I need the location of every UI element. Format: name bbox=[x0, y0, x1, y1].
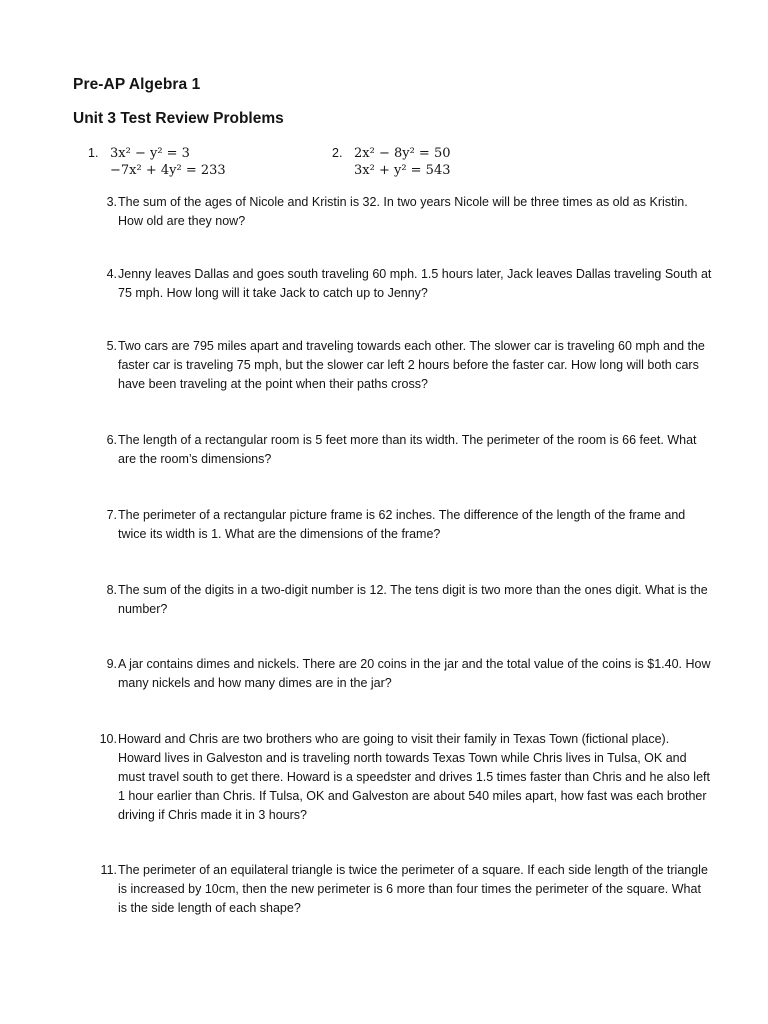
problem-number: 11. bbox=[100, 863, 117, 877]
unit-title: Unit 3 Test Review Problems bbox=[73, 110, 284, 127]
equation-1: 2x² − 8y² = 50 bbox=[354, 146, 451, 161]
problem-text: Howard and Chris are two brothers who are going to visit their family in Texas Town (fictional place). Howard lives in Galveston and is traveling north towards Texas Town while Chris lives in Tulsa, OK and must travel south to get there. Howard is a speedster and drives 1.5 times faster than Chris and he also left 1 hour earlier than Chris. If Tulsa, OK and Galveston are about 540 miles apart, how fast was each brother driving if Chris made it in 3 hours? bbox=[118, 732, 710, 822]
problem-text: A jar contains dimes and nickels. There are 20 coins in the jar and the total value of the coins is $1.40. How many nickels and how many dimes are in the jar? bbox=[118, 657, 711, 690]
problem-number: 1. bbox=[88, 146, 99, 160]
problem-number: 8. bbox=[106, 583, 117, 597]
system-problem-2 bbox=[332, 145, 532, 179]
problem-number: 10. bbox=[99, 732, 117, 746]
problem-text: The perimeter of a rectangular picture frame is 62 inches. The difference of the length of the frame and twice its width is 1. What are the dimensions of the frame? bbox=[118, 508, 686, 541]
problem-text: The length of a rectangular room is 5 feet more than its width. The perimeter of the room is 66 feet. What are the room’s dimensions? bbox=[118, 433, 697, 466]
problem-number: 5. bbox=[106, 339, 117, 353]
problem-number: 3. bbox=[106, 195, 117, 209]
problem-number: 7. bbox=[106, 508, 117, 522]
equation-1: 3x² − y² = 3 bbox=[110, 146, 190, 161]
problem-number: 2. bbox=[332, 146, 343, 160]
problem-text: Two cars are 795 miles apart and traveling towards each other. The slower car is traveling 60 mph and the faster car is traveling 75 mph, but the slower car left 2 hours before the faster car. How long will both cars have been traveling at the point when their paths cross? bbox=[118, 339, 705, 391]
problem-text: The perimeter of an equilateral triangle is twice the perimeter of a square. If each side length of the triangle is increased by 10cm, then the new perimeter is 6 more than four times the perimeter of the square. What is the side length of each shape? bbox=[118, 863, 708, 915]
problem-text: The sum of the digits in a two-digit number is 12. The tens digit is two more than the ones digit. What is the number? bbox=[118, 583, 708, 616]
course-title: Pre-AP Algebra 1 bbox=[73, 76, 201, 93]
problem-text: The sum of the ages of Nicole and Kristin is 32. In two years Nicole will be three times as old as Kristin. How old are they now? bbox=[118, 195, 688, 228]
equation-2: 3x² + y² = 543 bbox=[354, 163, 451, 178]
problem-number: 6. bbox=[106, 433, 117, 447]
system-problem-1 bbox=[88, 145, 308, 179]
problem-number: 4. bbox=[106, 267, 117, 281]
problem-text: Jenny leaves Dallas and goes south traveling 60 mph. 1.5 hours later, Jack leaves Dallas traveling South at 75 mph. How long will it take Jack to catch up to Jenny? bbox=[118, 267, 712, 300]
equation-2: −7x² + 4y² = 233 bbox=[110, 163, 226, 178]
problem-number: 9. bbox=[106, 657, 117, 671]
